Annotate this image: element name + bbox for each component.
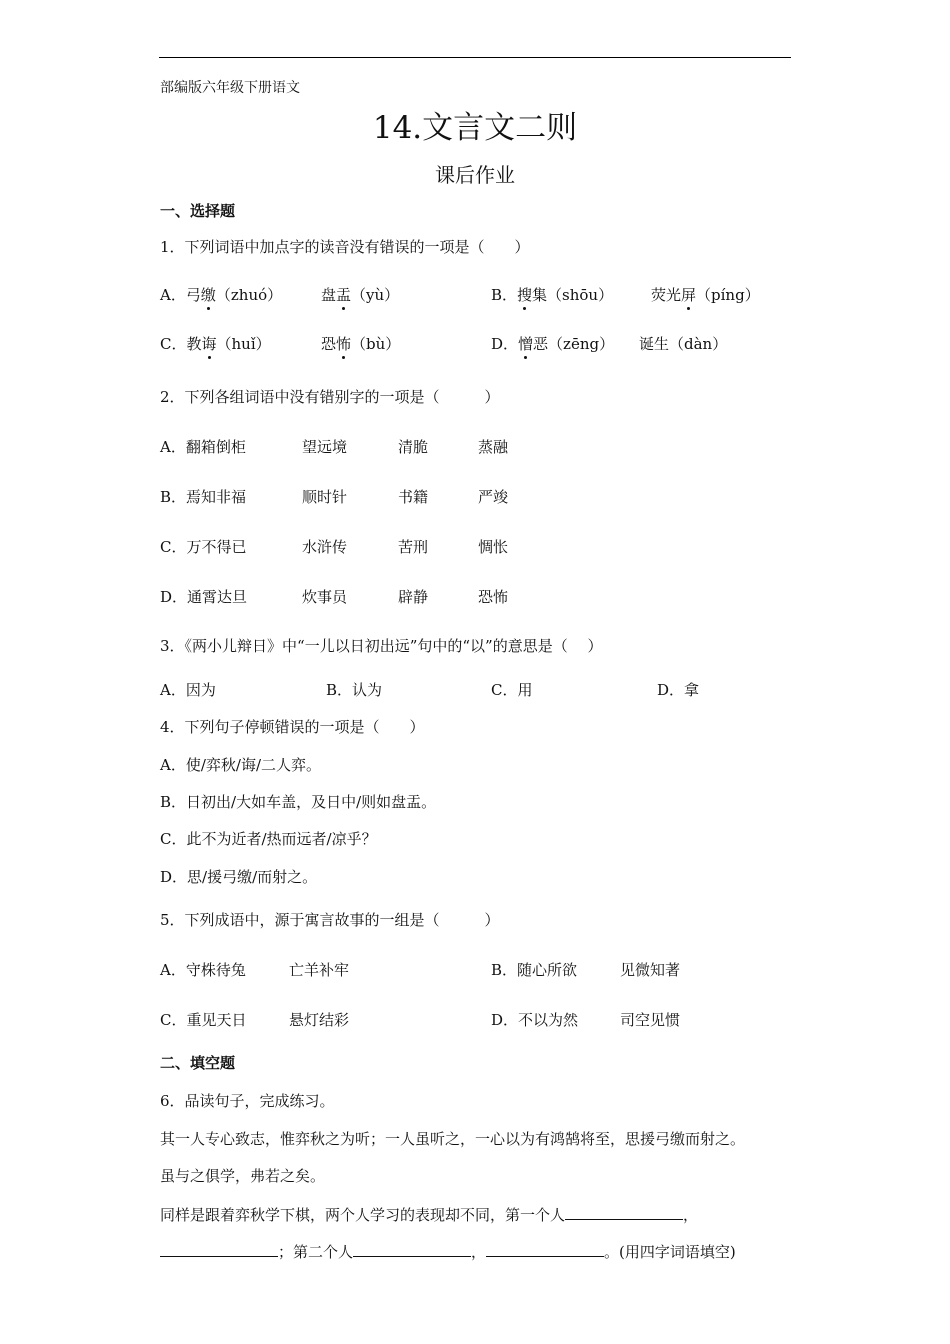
q2-word: 蒸融 [478, 438, 509, 456]
q5-option-c-word: 悬灯结彩 [289, 1011, 350, 1029]
question-1-stem: 1．下列词语中加点字的读音没有错误的一项是（ ） [160, 238, 530, 256]
page-title: 14.文言文二则 [372, 110, 578, 146]
q2-word: 望远境 [302, 438, 348, 456]
q5-option-b-word: 见微知著 [620, 961, 681, 979]
q2-word: 辟静 [398, 588, 429, 606]
q3-option-c: C．用 [491, 681, 533, 699]
q5-option-a: A．守株待兔 [160, 961, 246, 979]
answer-blank-3[interactable] [353, 1240, 471, 1257]
q2-word: 苦刑 [398, 538, 429, 556]
section-heading-choice: 一、选择题 [160, 202, 236, 220]
q3-option-b: B．认为 [326, 681, 383, 699]
q6-prompt-line-2: ；第二个人 ， 。(用四字词语填空) [160, 1240, 736, 1262]
emphasis-dot-char: 憎 [518, 335, 534, 353]
question-3-stem: 3．《两小儿辩日》中“一儿以日初出远”句中的“以”的意思是（ ） [160, 637, 603, 655]
emphasis-dot-char: 屏 [681, 286, 697, 304]
q2-word: 惆怅 [478, 538, 509, 556]
question-4-stem: 4．下列句子停顿错误的一项是（ ） [160, 718, 425, 736]
answer-blank-4[interactable] [486, 1240, 604, 1257]
q4-option-d: D．思/援弓缴/而射之。 [160, 868, 318, 886]
q4-option-b: B．日初出/大如车盖，及日中/则如盘盂。 [160, 793, 437, 811]
q1-option-a2: 盘盂（yù） [321, 286, 400, 304]
q1-option-d1: D．憎恶（zēng） [491, 335, 615, 353]
q4-option-a: A．使/弈秋/诲/二人弈。 [160, 756, 321, 774]
q6-prompt-line-1: 同样是跟着弈秋学下棋，两个人学习的表现却不同，第一个人 ， [160, 1203, 698, 1225]
q5-option-d: D．不以为然 [491, 1011, 579, 1029]
q1-option-b2: 荧光屏（píng） [651, 286, 760, 304]
q4-option-c: C．此不为近者/热而远者/凉乎？ [160, 830, 377, 848]
q2-word: 严竣 [478, 488, 509, 506]
q2-word: 清脆 [398, 438, 429, 456]
q2-option-b: B．焉知非福 [160, 488, 247, 506]
q2-word: 书籍 [398, 488, 429, 506]
emphasis-dot-char: 诲 [201, 335, 217, 353]
q6-quote-line-1: 其一人专心致志，惟弈秋之为听；一人虽听之，一心以为有鸿鹄将至，思援弓缴而射之。 [160, 1130, 746, 1148]
answer-blank-2[interactable] [160, 1240, 278, 1257]
q1-option-b1: B．搜集（shōu） [491, 286, 614, 304]
page-subtitle: 课后作业 [435, 163, 515, 187]
q5-option-b: B．随心所欲 [491, 961, 578, 979]
emphasis-dot-char: 怖 [336, 335, 352, 353]
q2-option-c: C．万不得已 [160, 538, 247, 556]
q2-word: 顺时针 [302, 488, 348, 506]
emphasis-dot-char: 搜 [517, 286, 533, 304]
q5-option-d-word: 司空见惯 [620, 1011, 681, 1029]
question-6-stem: 6．品读句子，完成练习。 [160, 1092, 335, 1110]
q6-quote-line-2: 虽与之俱学，弗若之矣。 [160, 1167, 326, 1185]
header-rule [159, 57, 791, 58]
emphasis-dot-char: 盂 [336, 286, 352, 304]
q2-word: 水浒传 [302, 538, 348, 556]
q1-option-c2: 恐怖（bù） [321, 335, 401, 353]
q3-option-d: D．拿 [657, 681, 700, 699]
q3-option-a: A．因为 [160, 681, 216, 699]
q5-option-c: C．重见天日 [160, 1011, 247, 1029]
answer-blank-1[interactable] [565, 1203, 683, 1220]
question-2-stem: 2．下列各组词语中没有错别字的一项是（ ） [160, 388, 500, 406]
q1-option-d2: 诞生（dàn） [639, 335, 728, 353]
question-5-stem: 5．下列成语中，源于寓言故事的一组是（ ） [160, 911, 500, 929]
q5-option-a-word: 亡羊补牢 [289, 961, 350, 979]
section-heading-fill: 二、填空题 [160, 1054, 236, 1072]
emphasis-dot-char: 缴 [200, 286, 216, 304]
q2-option-a: A．翻箱倒柜 [160, 438, 246, 456]
q2-word: 恐怖 [478, 588, 509, 606]
series-header: 部编版六年级下册语文 [160, 80, 300, 96]
q1-option-c1: C．教诲（huǐ） [160, 335, 271, 353]
q2-option-d: D．通霄达旦 [160, 588, 248, 606]
q1-option-a1: A．弓缴（zhuó） [160, 286, 283, 304]
q2-word: 炊事员 [302, 588, 348, 606]
